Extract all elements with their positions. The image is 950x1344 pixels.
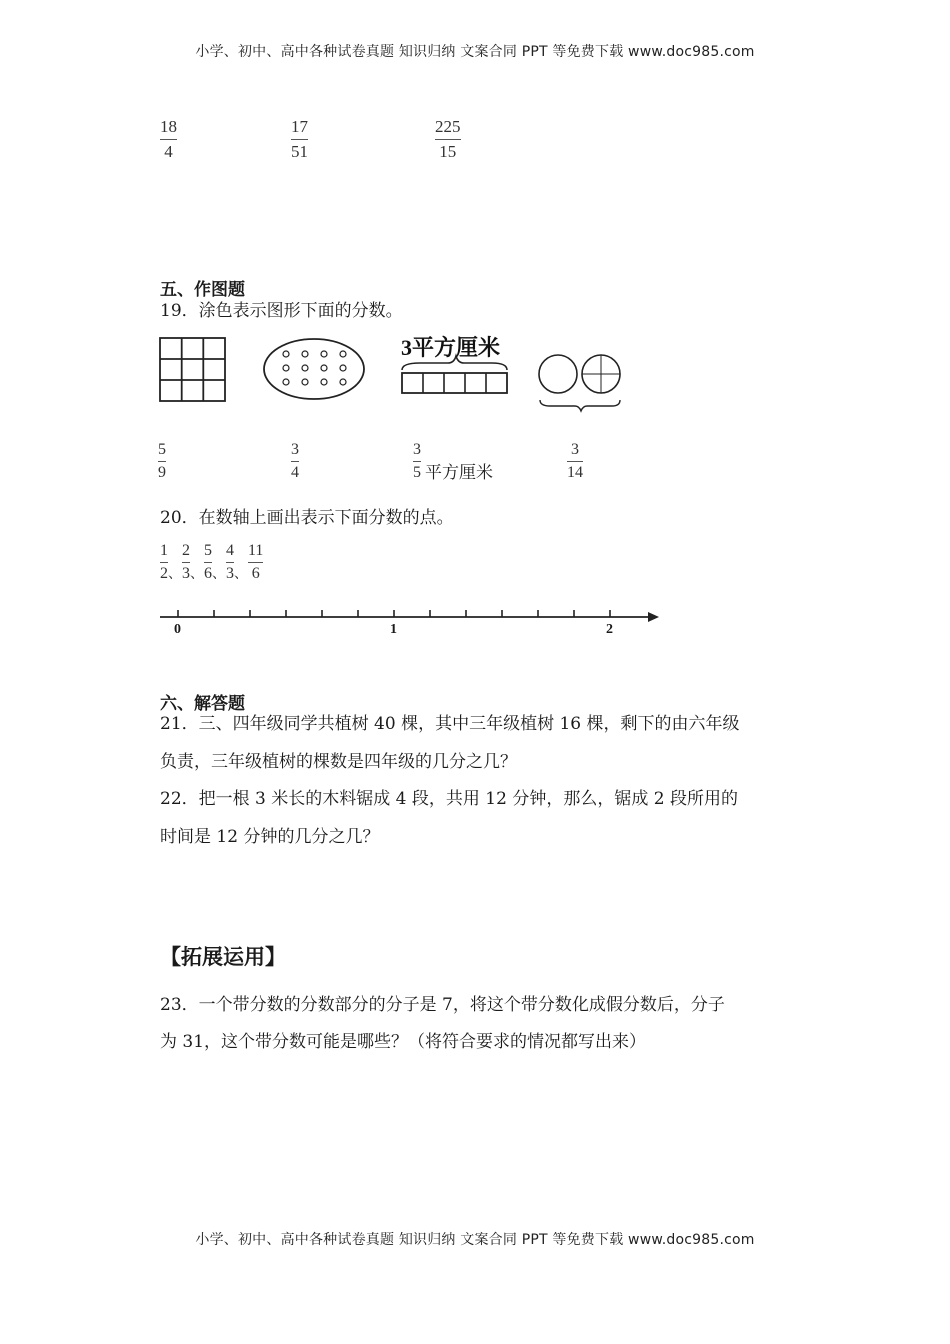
ellipse-dots-figure <box>264 339 364 399</box>
fraction-4-3 <box>226 542 234 583</box>
denominator: 9 <box>158 464 166 481</box>
question-19-figures <box>150 330 640 415</box>
numerator: 4 <box>226 541 234 559</box>
fraction-225-15 <box>435 117 461 162</box>
question-21-line-2: 负责，三年级植树的棵数是四年级的几分之几？ <box>160 752 517 772</box>
numerator: 5 <box>204 541 212 559</box>
numerator: 17 <box>291 117 308 136</box>
fraction-3-14 <box>567 441 583 482</box>
fraction-5-6 <box>204 542 212 583</box>
denominator: 3 <box>226 564 234 582</box>
numerator: 2 <box>182 541 190 559</box>
question-23-line-2: 为 31，这个带分数可能是哪些？（将符合要求的情况都写出来） <box>160 1032 647 1052</box>
question-22-line-2: 时间是 12 分钟的几分之几？ <box>160 827 380 847</box>
fraction-bar <box>413 461 421 462</box>
numerator: 5 <box>158 441 166 458</box>
page-footer: 小学、初中、高中各种试卷真题 知识归纳 文案合同 PPT 等免费下载 www.doc985.com <box>195 1232 755 1248</box>
fraction-3-5 <box>413 441 421 482</box>
page-header: 小学、初中、高中各种试卷真题 知识归纳 文案合同 PPT 等免费下载 www.doc985.com <box>195 44 755 60</box>
question-19: 19．涂色表示图形下面的分数。 <box>160 301 403 321</box>
denominator: 3 <box>182 564 190 582</box>
fraction-unit-label: 平方厘米 <box>425 463 493 483</box>
list-separator: 、 <box>212 566 226 582</box>
question-20-fraction-list <box>160 541 263 583</box>
section-6-title: 六、解答题 <box>160 694 245 714</box>
question-21-line-1: 21．三、四年级同学共植树 40 棵，其中三年级植树 16 棵，剩下的由六年级 <box>160 714 740 734</box>
numerator: 3 <box>291 441 299 458</box>
list-separator: 、 <box>234 566 248 582</box>
numerator: 3 <box>571 441 579 458</box>
fraction-2-3 <box>182 542 190 583</box>
fraction-17-51 <box>291 117 308 162</box>
fraction-bar <box>160 562 168 563</box>
numerator: 1 <box>160 541 168 559</box>
numerator: 3 <box>413 441 421 458</box>
fraction-bar <box>158 461 166 462</box>
question-20: 20．在数轴上画出表示下面分数的点。 <box>160 508 454 528</box>
fraction-bar <box>567 461 583 462</box>
denominator: 14 <box>567 464 583 481</box>
number-line <box>155 600 665 630</box>
denominator: 4 <box>291 464 299 481</box>
numerator: 11 <box>248 541 264 559</box>
list-separator: 、 <box>190 566 204 582</box>
denominator: 6 <box>251 564 260 582</box>
two-circles-figure <box>539 355 620 411</box>
question-23-line-1: 23．一个带分数的分数部分的分子是 7，将这个带分数化成假分数后，分子 <box>160 995 725 1015</box>
denominator: 6 <box>204 564 212 582</box>
fraction-bar <box>248 562 263 563</box>
denominator: 4 <box>164 142 173 161</box>
fraction-bar <box>226 562 234 563</box>
axis-label-0: 0 <box>174 622 181 637</box>
fraction-18-4 <box>160 117 177 162</box>
list-separator: 、 <box>168 566 182 582</box>
numerator: 18 <box>160 117 177 136</box>
fraction-11-6 <box>248 542 263 583</box>
fraction-5-9 <box>158 441 166 482</box>
fraction-bar <box>204 562 212 563</box>
denominator: 5 <box>413 464 421 481</box>
fraction-bar <box>182 562 190 563</box>
fraction-3-4 <box>291 441 299 482</box>
axis-label-2: 2 <box>606 622 613 637</box>
fraction-bar <box>435 139 461 140</box>
fraction-bar <box>160 139 177 140</box>
fraction-1-2 <box>160 542 168 583</box>
grid-3x3-figure <box>160 338 225 401</box>
denominator: 2 <box>160 564 168 582</box>
denominator: 51 <box>291 142 308 161</box>
figure-area-label: 3平方厘米 <box>401 335 501 360</box>
question-22-line-1: 22．把一根 3 米长的木料锯成 4 段，共用 12 分钟，那么，锯成 2 段所用的 <box>160 789 738 809</box>
numerator: 225 <box>435 117 461 136</box>
axis-label-1: 1 <box>390 622 397 637</box>
section-5-title: 五、作图题 <box>160 280 245 300</box>
fraction-bar <box>291 139 308 140</box>
extension-title: 【拓展运用】 <box>160 945 286 969</box>
fraction-bar <box>291 461 299 462</box>
denominator: 15 <box>439 142 457 161</box>
